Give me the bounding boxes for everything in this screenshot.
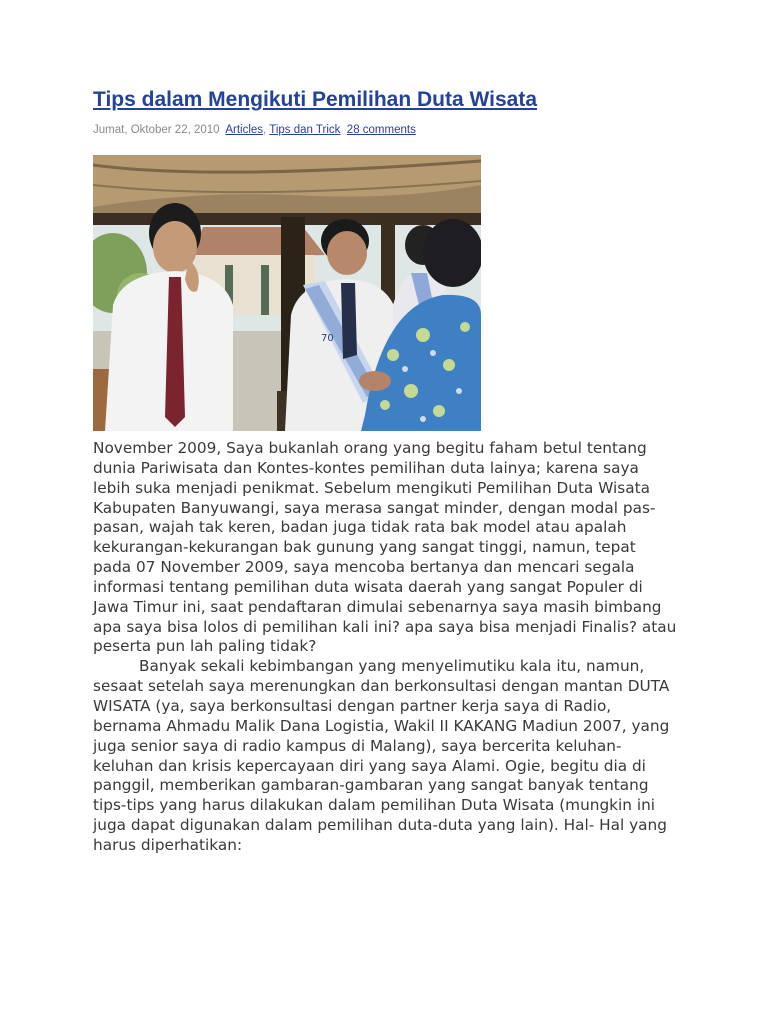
category-link-articles[interactable]: Articles: [225, 124, 264, 136]
blog-post: [93, 86, 693, 856]
sash-number: 70: [321, 333, 334, 344]
post-date: Jumat, Oktober 22, 2010: [93, 124, 220, 136]
comments-link[interactable]: 28 comments: [346, 124, 416, 136]
post-body: [93, 439, 677, 856]
paragraph-1: November 2009, Saya bukanlah orang yang begitu faham betul tentang dunia Pariwisata dan Kontes-kontes pemilihan duta lainya; karena saya lebih suka menjadi penikmat. Sebelum mengikuti Pemilihan Duta Wisata Kabupaten Banyuwangi, saya merasa sangat minder, dengan modal pas-pasan, wajah tak keren, badan juga tidak rata bak model atau apalah kekurangan-kekurangan bak gunung yang sangat tinggi, namun, tepat pada 07 November 2009, saya mencoba bertanya dan mencari segala informasi tentang pemilihan duta wisata daerah yang sangat Populer di Jawa Timur ini, saat pendaftaran dimulai sebenarnya saya masih bimbang apa saya bisa lolos di pemilihan kali ini? apa saya bisa menjadi Finalis? atau peserta pun lah paling tidak?: [93, 439, 677, 656]
category-separator: ,: [263, 124, 267, 136]
post-title-link[interactable]: Tips dalam Mengikuti Pemilihan Duta Wisata: [93, 88, 538, 111]
post-meta: [93, 122, 693, 138]
post-photo: [93, 155, 481, 431]
paragraph-2: Banyak sekali kebimbangan yang menyelimutiku kala itu, namun, sesaat setelah saya merenungkan dan berkonsultasi dengan mantan DUTA WISATA (ya, saya berkonsultasi dengan partner kerja saya di Radio, bernama Ahmadu Malik Dana Logistia, Wakil II KAKANG Madiun 2007, yang juga senior saya di radio kampus di Malang), saya bercerita keluhan-keluhan dan krisis kepercayaan diri yang saya Alami. Ogie, begitu dia di panggil, memberikan gambaran-gambaran yang sangat banyak tentang tips-tips yang harus dilakukan dalam pemilihan Duta Wisata (mungkin ini juga dapat digunakan dalam pemilihan duta-duta yang lain). Hal- Hal yang harus diperhatikan:: [93, 657, 670, 854]
category-link-tips-dan-trick[interactable]: Tips dan Trick: [269, 124, 341, 136]
